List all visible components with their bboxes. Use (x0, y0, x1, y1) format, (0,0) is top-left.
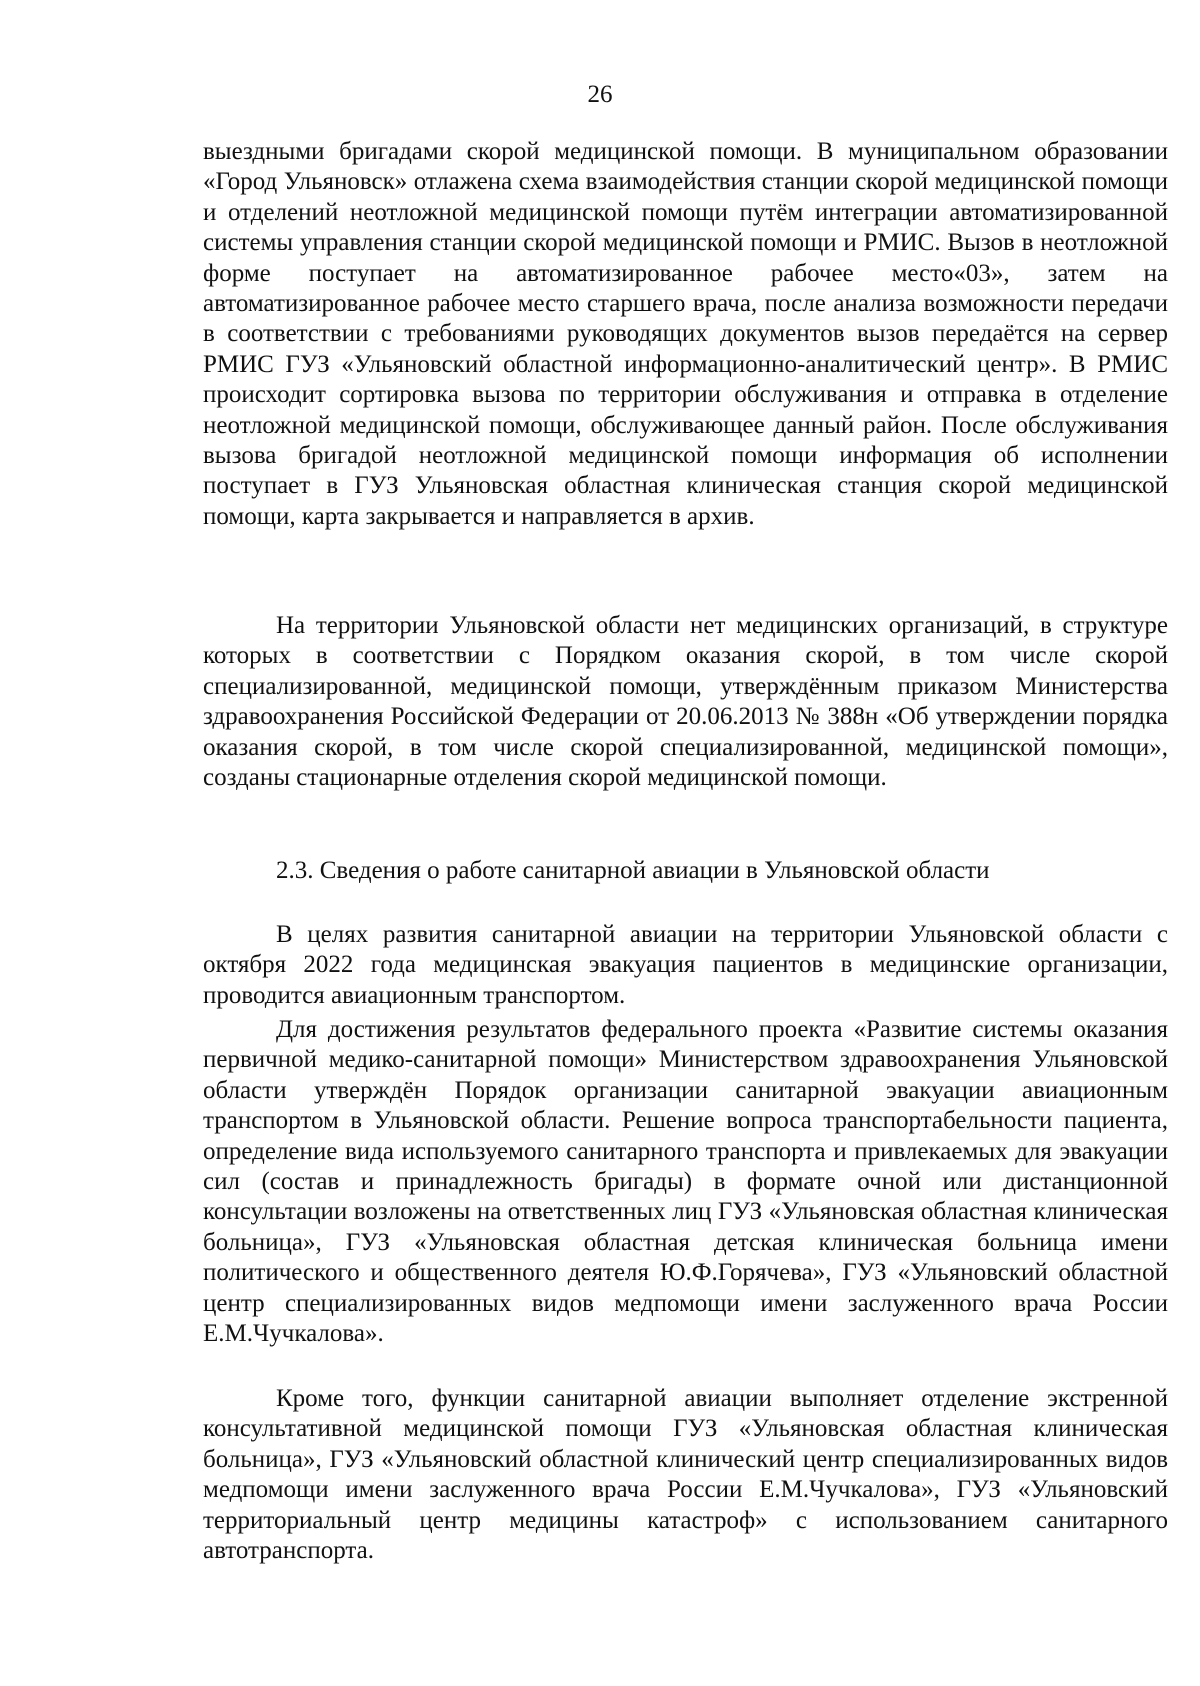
paragraph-text: На территории Ульяновской области нет медицинских организаций, в структуре которых в соответствии с Порядком оказания скорой, в том числе скорой специализированной, медицинской помощи, утверждённым приказом Министерства здравоохранения Российской Федерации от 20.06.2013 № 388н «Об утверждении порядка оказания скорой, в том числе скорой специализированной, медицинской помощи», созданы стационарные отделения скорой медицинской помощи. (203, 612, 1168, 792)
page-number: 26 (587, 81, 613, 108)
paragraph-text: Для достижения результатов федерального проекта «Развитие системы оказания первичной медико-санитарной помощи» Министерством здравоохранения Ульяновской области утверждён Порядок организации санитарной эвакуации авиационным транспортом в Ульяновской области. Решение вопроса транспортабельности пациента, определение вида используемого санитарного транспорта и привлекаемых для эвакуации сил (состав и принадлежность бригады) в формате очной или дистанционной консультации возложены на ответственных лиц ГУЗ «Ульяновская областная клиническая больница», ГУЗ «Ульяновская областная детская клиническая больница имени политического и общественного деятеля Ю.Ф.Горячева», ГУЗ «Ульяновский областной центр специализированных видов медпомощи имени заслуженного врача России Е.М.Чучкалова». (203, 1016, 1168, 1348)
paragraph-emergency-departments (203, 611, 1168, 793)
paragraph-text: В целях развития санитарной авиации на территории Ульяновской области с октября 2022 года медицинская эвакуация пациентов в медицинские организации, проводится авиационным транспортом. (203, 921, 1168, 1009)
paragraph-additional-functions (203, 1384, 1168, 1566)
section-heading: 2.3. Сведения о работе санитарной авиации в Ульяновской области (276, 857, 990, 884)
paragraph-text: Кроме того, функции санитарной авиации выполняет отделение экстренной консультативной медицинской помощи ГУЗ «Ульяновская областная клиническая больница», ГУЗ «Ульяновский областной клинический центр специализированных видов медпомощи имени заслуженного врача России Е.М.Чучкалова», ГУЗ «Ульяновский территориальный центр медицины катастроф» с использованием санитарного автотранспорта. (203, 1385, 1168, 1565)
paragraph-text: выездными бригадами скорой медицинской помощи. В муниципальном образовании «Город Ульяновск» отлажена схема взаимодействия станции скорой медицинской помощи и отделений неотложной медицинской помощи путём интеграции автоматизированной системы управления станции скорой медицинской помощи и РМИС. Вызов в неотложной форме поступает на автоматизированное рабочее место«03», затем на автоматизированное рабочее место старшего врача, после анализа возможности передачи в соответствии с требованиями руководящих документов вызов передаётся на сервер РМИС ГУЗ «Ульяновский областной информационно-аналитический центр». В РМИС происходит сортировка вызова по территории обслуживания и отправка в отделение неотложной медицинской помощи, обслуживающее данный район. После обслуживания вызова бригадой неотложной медицинской помощи информация об исполнении поступает в ГУЗ Ульяновская областная клиническая станция скорой медицинской помощи, карта закрывается и направляется в архив. (203, 138, 1168, 530)
paragraph-federal-project (203, 1015, 1168, 1349)
paragraph-continuation (203, 137, 1168, 532)
paragraph-air-ambulance-development (203, 920, 1168, 1011)
